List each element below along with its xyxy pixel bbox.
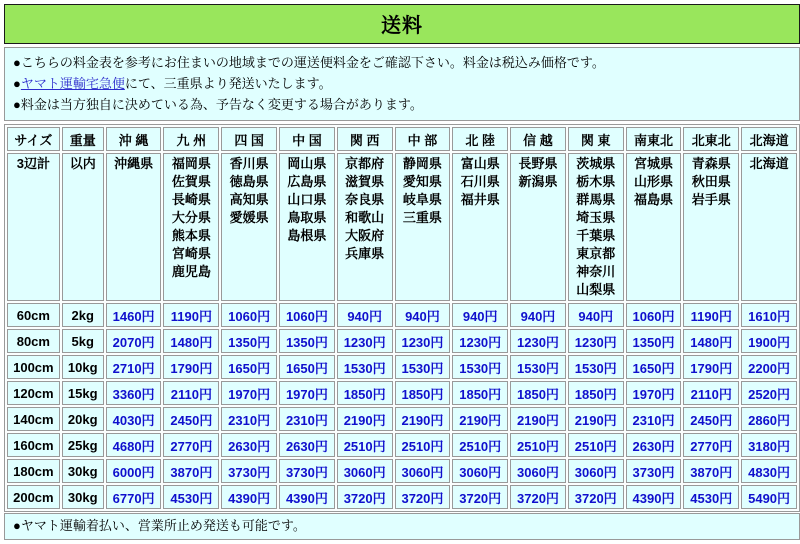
- prefecture-name: 山形県: [633, 174, 673, 189]
- price-cell: 4390円: [626, 485, 682, 509]
- prefecture-name: 福井県: [460, 192, 500, 207]
- prefecture-name: 埼玉県: [576, 210, 616, 225]
- prefecture-list-cell: [741, 153, 797, 301]
- prefecture-list-cell: [395, 153, 451, 301]
- price-cell: 1790円: [163, 355, 219, 379]
- prefecture-name: 静岡県: [402, 156, 442, 171]
- price-cell: 2310円: [221, 407, 277, 431]
- prefecture-list-cell: [221, 153, 277, 301]
- price-cell: 2770円: [163, 433, 219, 457]
- region-column-header: 四 国: [221, 127, 277, 151]
- region-column-header: 関 西: [337, 127, 393, 151]
- price-cell: 1530円: [337, 355, 393, 379]
- price-cell: 1350円: [626, 329, 682, 353]
- prefecture-name: 群馬県: [576, 192, 616, 207]
- note-line-3: [13, 94, 791, 115]
- weight-cell: 2kg: [62, 303, 104, 327]
- prefecture-name: 京都府: [345, 156, 385, 171]
- price-cell: 3720円: [568, 485, 624, 509]
- region-column-header: 中 国: [279, 127, 335, 151]
- price-cell: 1060円: [221, 303, 277, 327]
- prefecture-name: 青森県: [691, 156, 731, 171]
- price-cell: 2510円: [395, 433, 451, 457]
- price-cell: 1850円: [568, 381, 624, 405]
- prefecture-name: 岩手県: [691, 192, 731, 207]
- prefecture-name: 岡山県: [287, 156, 327, 171]
- yamato-takkyubin-link[interactable]: ヤマト運輸宅急便: [20, 76, 125, 91]
- price-cell: 1480円: [163, 329, 219, 353]
- prefecture-name: 沖縄県: [114, 156, 154, 171]
- price-cell: 940円: [337, 303, 393, 327]
- size-cell: 100cm: [7, 355, 60, 379]
- prefecture-name: 広島県: [287, 174, 327, 189]
- prefecture-name: 奈良県: [345, 192, 385, 207]
- weight-subheader: 以内: [62, 153, 104, 301]
- price-cell: 3720円: [452, 485, 508, 509]
- price-cell: 1850円: [452, 381, 508, 405]
- rate-row: [7, 381, 797, 405]
- rate-row: [7, 303, 797, 327]
- price-cell: 1060円: [626, 303, 682, 327]
- weight-column-header: 重量: [62, 127, 104, 151]
- region-column-header: 九 州: [163, 127, 219, 151]
- bullet-icon: ●: [13, 55, 21, 70]
- price-cell: 2630円: [279, 433, 335, 457]
- price-cell: 6770円: [106, 485, 162, 509]
- price-cell: 1230円: [395, 329, 451, 353]
- size-cell: 60cm: [7, 303, 60, 327]
- prefecture-name: 兵庫県: [345, 246, 385, 261]
- prefecture-list-cell: [279, 153, 335, 301]
- note-line-1: [13, 52, 791, 73]
- price-cell: 2190円: [452, 407, 508, 431]
- price-cell: 1230円: [337, 329, 393, 353]
- note-text-1: こちらの料金表を参考にお住まいの地域までの運送便料金をご確認下さい。料金は税込み価格です。: [20, 55, 605, 70]
- prefecture-name: 神奈川: [576, 264, 616, 279]
- price-cell: 1850円: [337, 381, 393, 405]
- weight-cell: 20kg: [62, 407, 104, 431]
- page-title: 送料: [4, 4, 800, 44]
- prefecture-name: 茨城県: [576, 156, 616, 171]
- price-cell: 2510円: [452, 433, 508, 457]
- price-cell: 1650円: [626, 355, 682, 379]
- price-cell: 1350円: [279, 329, 335, 353]
- prefecture-name: 高知県: [229, 192, 269, 207]
- bullet-icon: ●: [13, 76, 21, 91]
- price-cell: 3360円: [106, 381, 162, 405]
- price-cell: 2510円: [568, 433, 624, 457]
- price-cell: 2190円: [510, 407, 566, 431]
- price-cell: 1530円: [510, 355, 566, 379]
- price-cell: 3720円: [395, 485, 451, 509]
- price-cell: 3720円: [510, 485, 566, 509]
- prefecture-name: 鳥取県: [287, 210, 327, 225]
- price-cell: 3730円: [626, 459, 682, 483]
- bullet-icon: ●: [13, 518, 21, 533]
- note-text-2: にて、三重県より発送いたします。: [124, 76, 332, 91]
- price-cell: 1970円: [221, 381, 277, 405]
- price-cell: 940円: [510, 303, 566, 327]
- prefecture-name: 滋賀県: [345, 174, 385, 189]
- shipping-info-page: [4, 4, 800, 540]
- prefecture-name: 岐阜県: [402, 192, 442, 207]
- notes-box: [4, 47, 800, 121]
- weight-cell: 30kg: [62, 485, 104, 509]
- footer-note-text: ヤマト運輸着払い、営業所止め発送も可能です。: [20, 518, 306, 533]
- price-cell: 3870円: [163, 459, 219, 483]
- price-cell: 940円: [568, 303, 624, 327]
- region-column-header: 沖 縄: [106, 127, 162, 151]
- prefecture-list-cell: [163, 153, 219, 301]
- prefecture-name: 愛媛県: [229, 210, 269, 225]
- price-cell: 1790円: [683, 355, 739, 379]
- prefecture-name: 山梨県: [576, 282, 616, 297]
- price-cell: 1480円: [683, 329, 739, 353]
- region-column-header: 中 部: [395, 127, 451, 151]
- price-cell: 3060円: [337, 459, 393, 483]
- prefecture-name: 長野県: [518, 156, 558, 171]
- prefecture-name: 山口県: [287, 192, 327, 207]
- price-cell: 3730円: [279, 459, 335, 483]
- prefecture-name: 愛知県: [402, 174, 442, 189]
- weight-cell: 5kg: [62, 329, 104, 353]
- rate-row: [7, 355, 797, 379]
- prefecture-name: 徳島県: [229, 174, 269, 189]
- price-cell: 2310円: [279, 407, 335, 431]
- rate-row: [7, 407, 797, 431]
- price-cell: 2310円: [626, 407, 682, 431]
- price-cell: 2070円: [106, 329, 162, 353]
- price-cell: 1530円: [395, 355, 451, 379]
- price-cell: 3060円: [452, 459, 508, 483]
- rate-row: [7, 329, 797, 353]
- size-cell: 120cm: [7, 381, 60, 405]
- note-line-2: [13, 73, 791, 94]
- size-cell: 140cm: [7, 407, 60, 431]
- rate-row: [7, 433, 797, 457]
- price-cell: 940円: [452, 303, 508, 327]
- price-cell: 4030円: [106, 407, 162, 431]
- prefecture-list-cell: [452, 153, 508, 301]
- price-cell: 1190円: [683, 303, 739, 327]
- region-column-header: 北海道: [741, 127, 797, 151]
- price-cell: 3060円: [395, 459, 451, 483]
- price-cell: 2190円: [337, 407, 393, 431]
- price-cell: 2200円: [741, 355, 797, 379]
- price-cell: 3720円: [337, 485, 393, 509]
- prefecture-name: 長崎県: [171, 192, 211, 207]
- price-cell: 4680円: [106, 433, 162, 457]
- price-cell: 2110円: [163, 381, 219, 405]
- price-cell: 1900円: [741, 329, 797, 353]
- size-cell: 80cm: [7, 329, 60, 353]
- price-cell: 1230円: [568, 329, 624, 353]
- shipping-rate-table: [4, 124, 800, 512]
- prefecture-name: 大阪府: [345, 228, 385, 243]
- prefecture-name: 千葉県: [576, 228, 616, 243]
- price-cell: 1530円: [452, 355, 508, 379]
- price-cell: 1850円: [510, 381, 566, 405]
- prefecture-name: 和歌山: [345, 210, 385, 225]
- region-column-header: 関 東: [568, 127, 624, 151]
- prefecture-name: 三重県: [402, 210, 442, 225]
- weight-cell: 10kg: [62, 355, 104, 379]
- price-cell: 1460円: [106, 303, 162, 327]
- prefecture-name: 宮崎県: [171, 246, 211, 261]
- price-cell: 2190円: [395, 407, 451, 431]
- weight-cell: 25kg: [62, 433, 104, 457]
- price-cell: 1970円: [279, 381, 335, 405]
- region-column-header: 北 陸: [452, 127, 508, 151]
- price-cell: 5490円: [741, 485, 797, 509]
- region-column-header: 北東北: [683, 127, 739, 151]
- prefecture-list-cell: [106, 153, 162, 301]
- prefecture-name: 北海道: [749, 156, 789, 171]
- price-cell: 940円: [395, 303, 451, 327]
- price-cell: 3730円: [221, 459, 277, 483]
- region-column-header: 信 越: [510, 127, 566, 151]
- size-subheader: 3辺計: [7, 153, 60, 301]
- price-cell: 1650円: [279, 355, 335, 379]
- price-cell: 4390円: [279, 485, 335, 509]
- prefecture-name: 宮城県: [633, 156, 673, 171]
- prefecture-name: 佐賀県: [171, 174, 211, 189]
- price-cell: 2630円: [626, 433, 682, 457]
- prefecture-name: 福島県: [633, 192, 673, 207]
- price-cell: 6000円: [106, 459, 162, 483]
- price-cell: 2510円: [337, 433, 393, 457]
- price-cell: 2190円: [568, 407, 624, 431]
- region-column-header: 南東北: [626, 127, 682, 151]
- prefecture-name: 香川県: [229, 156, 269, 171]
- prefecture-name: 富山県: [460, 156, 500, 171]
- price-cell: 1060円: [279, 303, 335, 327]
- header-row: [7, 127, 797, 151]
- size-cell: 200cm: [7, 485, 60, 509]
- prefecture-name: 福岡県: [171, 156, 211, 171]
- note-text-3: 料金は当方独自に決めている為、予告なく変更する場合があります。: [20, 97, 423, 112]
- price-cell: 2860円: [741, 407, 797, 431]
- prefecture-name: 石川県: [460, 174, 500, 189]
- price-cell: 1610円: [741, 303, 797, 327]
- price-cell: 2110円: [683, 381, 739, 405]
- price-cell: 1230円: [452, 329, 508, 353]
- price-cell: 3870円: [683, 459, 739, 483]
- price-cell: 4530円: [683, 485, 739, 509]
- price-cell: 2450円: [683, 407, 739, 431]
- price-cell: 2630円: [221, 433, 277, 457]
- rate-row: [7, 459, 797, 483]
- price-cell: 4830円: [741, 459, 797, 483]
- prefecture-list-cell: [510, 153, 566, 301]
- weight-cell: 15kg: [62, 381, 104, 405]
- price-cell: 2770円: [683, 433, 739, 457]
- price-cell: 3060円: [568, 459, 624, 483]
- table-head: [7, 127, 797, 151]
- price-cell: 4390円: [221, 485, 277, 509]
- price-cell: 2520円: [741, 381, 797, 405]
- rate-row: [7, 485, 797, 509]
- price-cell: 2510円: [510, 433, 566, 457]
- bullet-icon: ●: [13, 97, 21, 112]
- weight-cell: 30kg: [62, 459, 104, 483]
- prefecture-name: 鹿児島: [171, 264, 211, 279]
- price-cell: 1350円: [221, 329, 277, 353]
- prefecture-name: 秋田県: [691, 174, 731, 189]
- price-cell: 1530円: [568, 355, 624, 379]
- price-cell: 1230円: [510, 329, 566, 353]
- size-cell: 160cm: [7, 433, 60, 457]
- footer-note: [4, 513, 800, 540]
- price-cell: 2710円: [106, 355, 162, 379]
- size-cell: 180cm: [7, 459, 60, 483]
- prefecture-name: 熊本県: [171, 228, 211, 243]
- prefecture-name: 大分県: [171, 210, 211, 225]
- prefecture-name: 島根県: [287, 228, 327, 243]
- prefecture-row: [7, 153, 797, 301]
- prefecture-list-cell: [337, 153, 393, 301]
- price-cell: 1850円: [395, 381, 451, 405]
- price-cell: 4530円: [163, 485, 219, 509]
- price-cell: 3180円: [741, 433, 797, 457]
- price-cell: 3060円: [510, 459, 566, 483]
- prefecture-name: 栃木県: [576, 174, 616, 189]
- prefecture-list-cell: [626, 153, 682, 301]
- price-cell: 2450円: [163, 407, 219, 431]
- price-cell: 1970円: [626, 381, 682, 405]
- prefecture-name: 東京都: [576, 246, 616, 261]
- price-cell: 1650円: [221, 355, 277, 379]
- size-column-header: サイズ: [7, 127, 60, 151]
- price-cell: 1190円: [163, 303, 219, 327]
- prefecture-name: 新潟県: [518, 174, 558, 189]
- prefecture-list-cell: [568, 153, 624, 301]
- table-body: [7, 153, 797, 509]
- prefecture-list-cell: [683, 153, 739, 301]
